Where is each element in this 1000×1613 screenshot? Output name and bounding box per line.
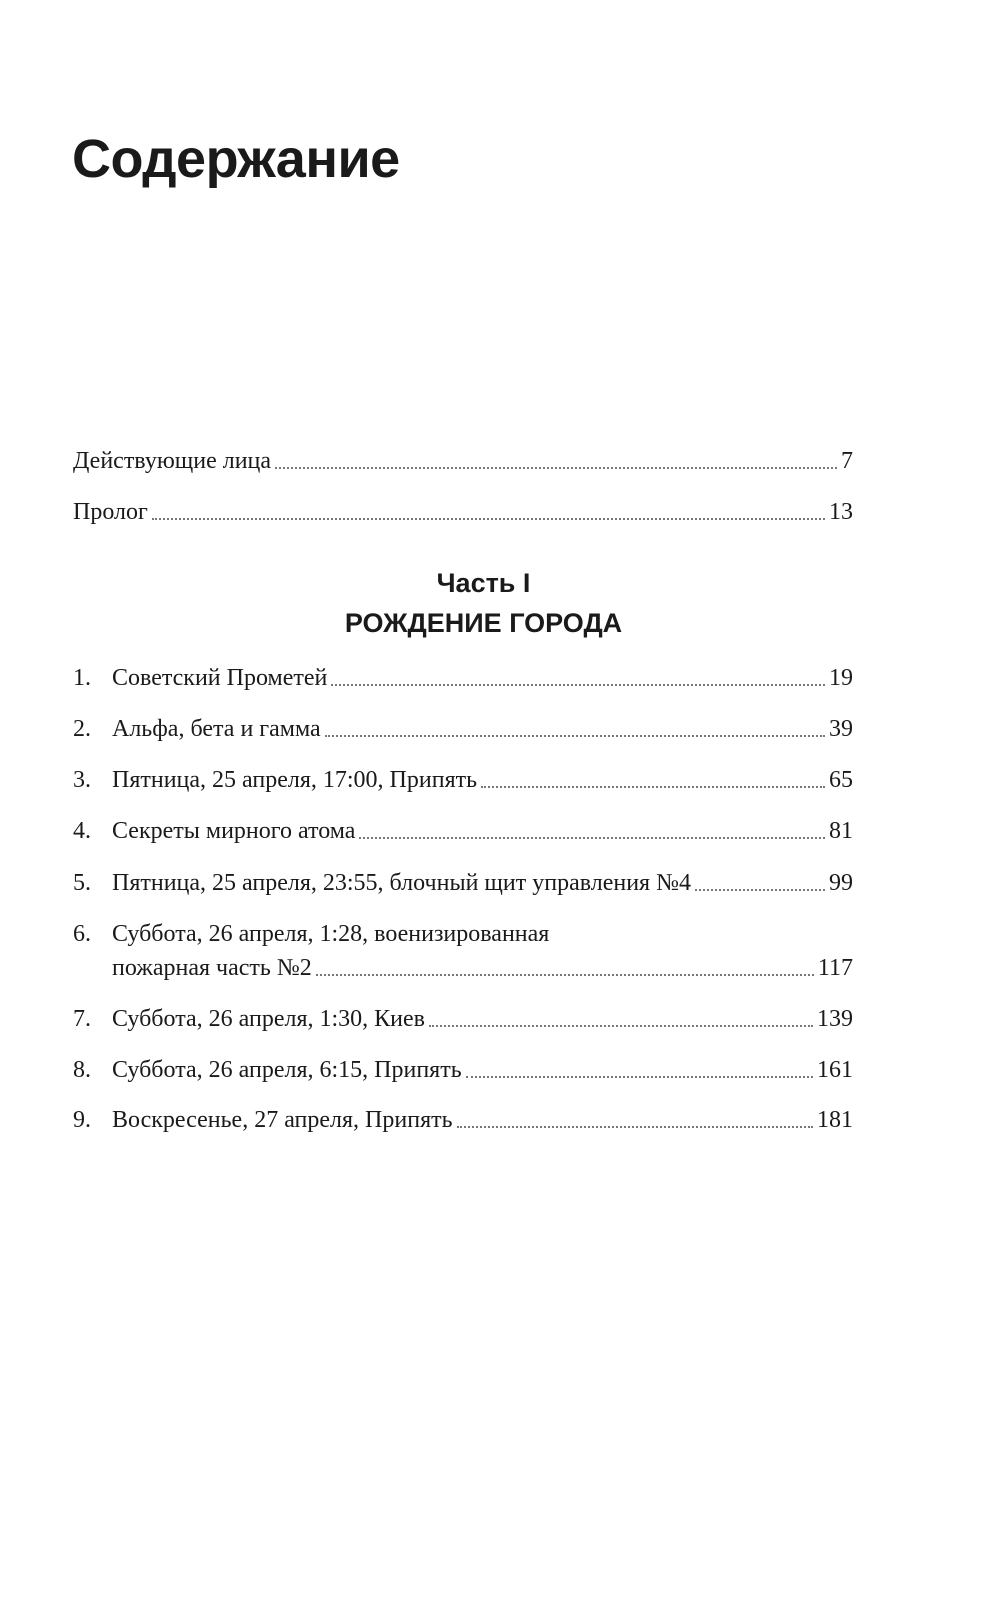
dot-leader xyxy=(359,837,825,839)
entry-page: 181 xyxy=(817,1107,853,1133)
dot-leader xyxy=(466,1076,813,1078)
entry-label: Пятница, 25 апреля, 17:00, Припять xyxy=(112,767,478,793)
toc-entry xyxy=(73,765,853,795)
entry-label: Суббота, 26 апреля, 6:15, Припять xyxy=(112,1057,462,1083)
entry-number: 1. xyxy=(73,665,91,691)
entry-label: Секреты мирного атома xyxy=(112,818,356,844)
entry-number: 7. xyxy=(73,1006,91,1032)
toc-entry xyxy=(73,1004,853,1034)
entry-number: 3. xyxy=(73,767,91,793)
toc-entry xyxy=(73,816,853,846)
toc-entry xyxy=(73,497,853,527)
toc-entry xyxy=(73,1055,853,1085)
part-name: РОЖДЕНИЕ ГОРОДА xyxy=(344,608,623,638)
dot-leader xyxy=(331,684,825,686)
entry-number: 8. xyxy=(73,1057,91,1083)
entry-page: 7 xyxy=(841,448,853,474)
entry-label-continued: пожарная часть №2 xyxy=(112,955,312,981)
dot-leader xyxy=(275,467,837,469)
entry-page: 81 xyxy=(829,818,853,844)
entry-page: 139 xyxy=(817,1006,853,1032)
entry-number: 9. xyxy=(73,1107,91,1133)
dot-leader xyxy=(152,518,825,520)
entry-number: 4. xyxy=(73,818,91,844)
entry-label: Действующие лица xyxy=(73,448,272,474)
toc-entry xyxy=(73,663,853,693)
dot-leader xyxy=(481,786,825,788)
entry-number: 2. xyxy=(73,716,91,742)
entry-label: Альфа, бета и гамма xyxy=(112,716,321,742)
entry-page: 19 xyxy=(829,665,853,691)
dot-leader xyxy=(695,889,825,891)
toc-entry xyxy=(73,868,853,898)
toc-entry xyxy=(73,1105,853,1135)
part-label: Часть I xyxy=(436,568,531,598)
entry-page: 65 xyxy=(829,767,853,793)
page-title: Содержание xyxy=(72,129,400,189)
entry-label: Суббота, 26 апреля, 1:30, Киев xyxy=(112,1006,425,1032)
entry-page: 13 xyxy=(829,499,853,525)
entry-label: Советский Прометей xyxy=(112,665,328,691)
toc-entry xyxy=(73,446,853,476)
entry-label: Пролог xyxy=(73,499,148,525)
toc-entry-continuation xyxy=(112,953,853,983)
toc-entry xyxy=(73,714,853,744)
entry-page: 99 xyxy=(829,870,853,896)
dot-leader xyxy=(325,735,825,737)
toc-entry-number-row xyxy=(73,919,853,949)
entry-page: 161 xyxy=(817,1057,853,1083)
entry-label: Суббота, 26 апреля, 1:28, военизированная xyxy=(112,921,550,947)
entry-number: 5. xyxy=(73,870,91,896)
dot-leader xyxy=(457,1126,813,1128)
entry-label: Воскресенье, 27 апреля, Припять xyxy=(112,1107,453,1133)
entry-page: 39 xyxy=(829,716,853,742)
dot-leader xyxy=(316,974,814,976)
dot-leader xyxy=(429,1025,813,1027)
entry-page: 117 xyxy=(817,955,853,981)
entry-label: Пятница, 25 апреля, 23:55, блочный щит управления №4 xyxy=(112,870,691,896)
entry-number: 6. xyxy=(73,921,91,947)
